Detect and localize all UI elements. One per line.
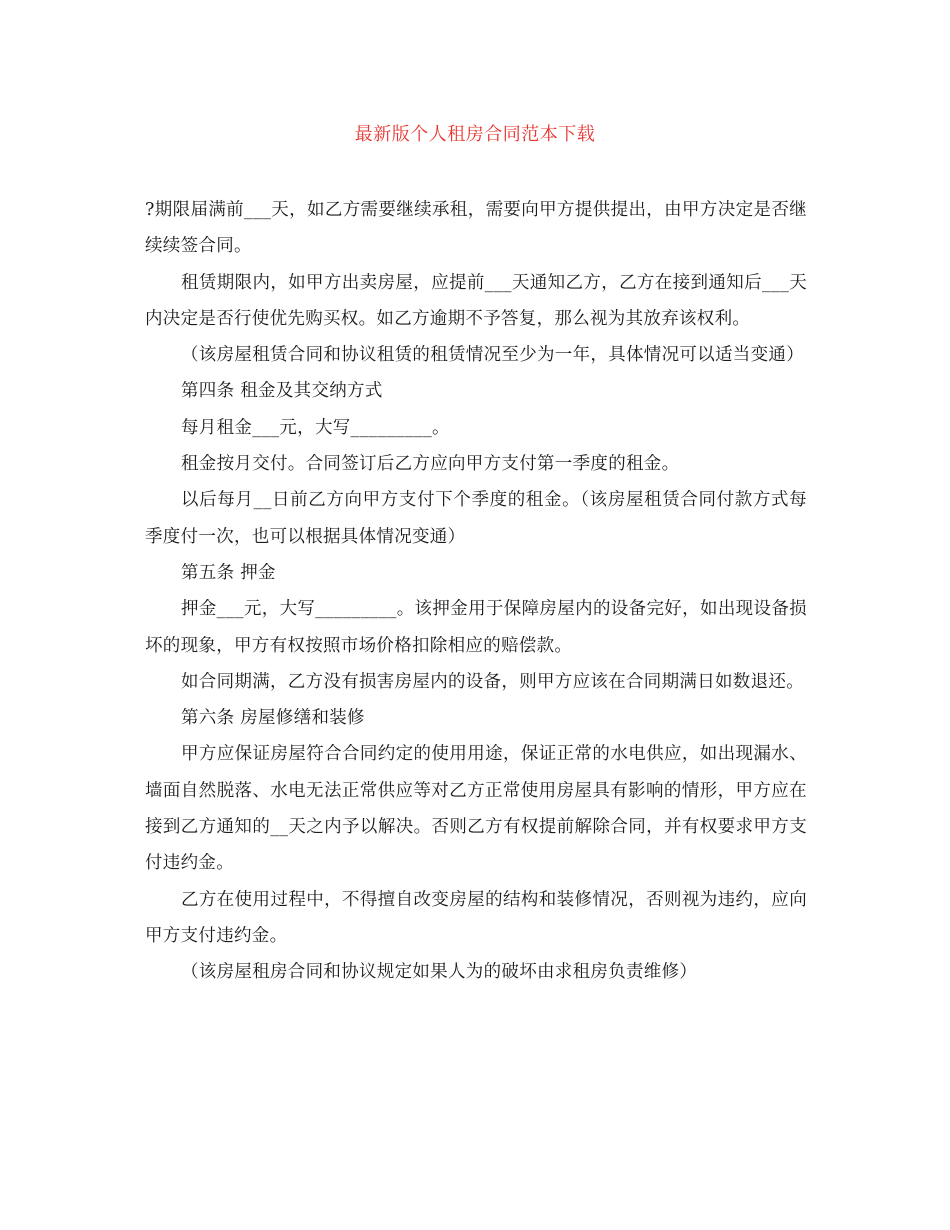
paragraph: 以后每月__日前乙方向甲方支付下个季度的租金。（该房屋租赁合同付款方式每季度付一次，也可以根据具体情况变通） bbox=[145, 490, 807, 547]
paragraph: 乙方在使用过程中，不得擅自改变房屋的结构和装修情况，否则视为违约，应向甲方支付违约金。 bbox=[145, 889, 807, 946]
paragraph: （该房屋租房合同和协议规定如果人为的破坏由求租房负责维修） bbox=[181, 962, 698, 983]
paragraph: （该房屋租赁合同和协议租赁的租赁情况至少为一年，具体情况可以适当变通） bbox=[181, 345, 804, 366]
paragraph: 每月租金___元，大写_________。 bbox=[181, 417, 450, 438]
paragraph: 租金按月交付。合同签订后乙方应向甲方支付第一季度的租金。 bbox=[181, 454, 680, 475]
paragraph: ?期限届满前___天，如乙方需要继续承租，需要向甲方提供提出，由甲方决定是否继续续签合同。 bbox=[145, 200, 807, 257]
paragraph: 租赁期限内，如甲方出卖房屋，应提前___天通知乙方，乙方在接到通知后___天内决定是否行使优先购买权。如乙方逾期不予答复，那么视为其放弃该权利。 bbox=[145, 272, 807, 329]
document-body bbox=[145, 192, 807, 991]
paragraph: 甲方应保证房屋符合合同约定的使用用途，保证正常的水电供应，如出现漏水、墙面自然脱落、水电无法正常供应等对乙方正常使用房屋具有影响的情形，甲方应在接到乙方通知的__天之内予以解决。否则乙方有权提前解除合同，并有权要求甲方支付违约金。 bbox=[145, 744, 807, 874]
section-heading: 第四条 租金及其交纳方式 bbox=[181, 381, 383, 402]
section-heading: 第六条 房屋修缮和装修 bbox=[181, 708, 365, 729]
paragraph: 押金___元，大写_________。该押金用于保障房屋内的设备完好，如出现设备损坏的现象，甲方有权按照市场价格扣除相应的赔偿款。 bbox=[145, 599, 807, 656]
paragraph: 如合同期满，乙方没有损害房屋内的设备，则甲方应该在合同期满日如数退还。 bbox=[181, 671, 804, 692]
document-title: 最新版个人租房合同范本下载 bbox=[354, 124, 596, 145]
section-heading: 第五条 押金 bbox=[181, 562, 276, 583]
